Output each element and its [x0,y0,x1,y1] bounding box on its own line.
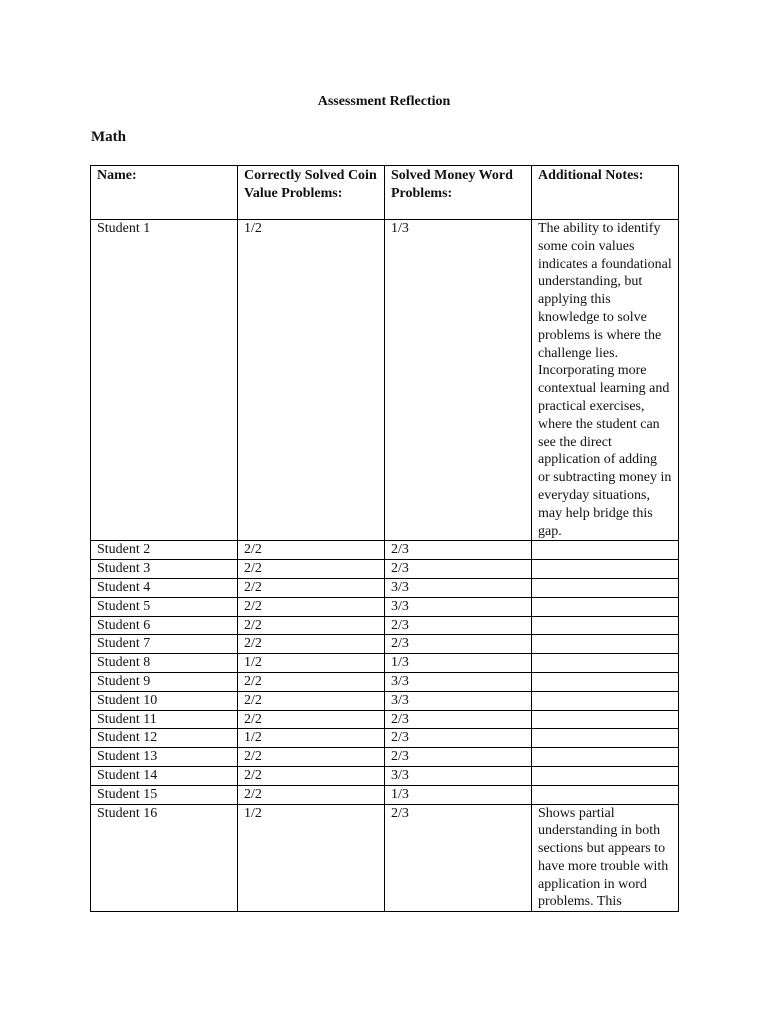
coin-score-cell: 2/2 [238,710,385,729]
table-row [91,748,679,767]
table-row [91,220,679,541]
coin-score-cell: 1/2 [238,804,385,912]
table-row [91,672,679,691]
coin-score-cell: 1/2 [238,220,385,541]
notes-cell [532,748,679,767]
notes-cell [532,710,679,729]
coin-score-cell: 2/2 [238,635,385,654]
notes-cell [532,672,679,691]
notes-cell [532,541,679,560]
student-name-cell: Student 3 [91,560,238,579]
word-score-cell: 2/3 [385,710,532,729]
table-body [91,220,679,912]
notes-cell [532,597,679,616]
table-header-row [91,166,679,220]
notes-cell [532,691,679,710]
student-name-cell: Student 15 [91,785,238,804]
student-name-cell: Student 14 [91,766,238,785]
word-score-cell: 2/3 [385,635,532,654]
student-name-cell: Student 7 [91,635,238,654]
header-coin-value: Correctly Solved Coin Value Problems: [238,166,385,220]
coin-score-cell: 2/2 [238,785,385,804]
student-name-cell: Student 5 [91,597,238,616]
header-notes: Additional Notes: [532,166,679,220]
coin-score-cell: 2/2 [238,560,385,579]
coin-score-cell: 2/2 [238,541,385,560]
notes-cell: Shows partial understanding in both sections but appears to have more trouble with application in word problems. This [532,804,679,912]
word-score-cell: 2/3 [385,560,532,579]
coin-score-cell: 1/2 [238,654,385,673]
notes-cell [532,729,679,748]
student-name-cell: Student 9 [91,672,238,691]
word-score-cell: 2/3 [385,616,532,635]
coin-score-cell: 2/2 [238,766,385,785]
table-row [91,560,679,579]
student-name-cell: Student 8 [91,654,238,673]
table-row [91,766,679,785]
word-score-cell: 2/3 [385,748,532,767]
table-row [91,654,679,673]
notes-cell [532,654,679,673]
notes-cell [532,635,679,654]
student-name-cell: Student 16 [91,804,238,912]
word-score-cell: 2/3 [385,729,532,748]
coin-score-cell: 2/2 [238,597,385,616]
word-score-cell: 1/3 [385,654,532,673]
table-row [91,710,679,729]
table-row [91,616,679,635]
table-row [91,785,679,804]
word-score-cell: 2/3 [385,541,532,560]
word-score-cell: 2/3 [385,804,532,912]
page-title: Assessment Reflection [317,94,451,109]
student-name-cell: Student 1 [91,220,238,541]
notes-cell: The ability to identify some coin values indicates a foundational understanding, but applying this knowledge to solve problems is where the challenge lies. Incorporating more contextual learning and practical exercises, where the student can see the direct application of adding or subtracting money in everyday situations, may help bridge this gap. [532,220,679,541]
coin-score-cell: 2/2 [238,578,385,597]
student-name-cell: Student 6 [91,616,238,635]
notes-cell [532,616,679,635]
student-name-cell: Student 4 [91,578,238,597]
assessment-table [90,165,679,912]
notes-cell [532,785,679,804]
notes-cell [532,766,679,785]
student-name-cell: Student 13 [91,748,238,767]
notes-cell [532,560,679,579]
table-row [91,691,679,710]
word-score-cell: 3/3 [385,691,532,710]
student-name-cell: Student 12 [91,729,238,748]
header-word-problems: Solved Money Word Problems: [385,166,532,220]
table-row [91,729,679,748]
student-name-cell: Student 2 [91,541,238,560]
table-row [91,578,679,597]
student-name-cell: Student 11 [91,710,238,729]
header-name: Name: [91,166,238,220]
word-score-cell: 3/3 [385,597,532,616]
word-score-cell: 1/3 [385,785,532,804]
section-heading: Math [91,129,126,145]
coin-score-cell: 2/2 [238,616,385,635]
coin-score-cell: 2/2 [238,748,385,767]
word-score-cell: 3/3 [385,766,532,785]
table-row [91,597,679,616]
notes-cell [532,578,679,597]
table-row [91,541,679,560]
table-row [91,804,679,912]
word-score-cell: 3/3 [385,672,532,691]
coin-score-cell: 1/2 [238,729,385,748]
table-row [91,635,679,654]
coin-score-cell: 2/2 [238,672,385,691]
word-score-cell: 1/3 [385,220,532,541]
coin-score-cell: 2/2 [238,691,385,710]
word-score-cell: 3/3 [385,578,532,597]
student-name-cell: Student 10 [91,691,238,710]
